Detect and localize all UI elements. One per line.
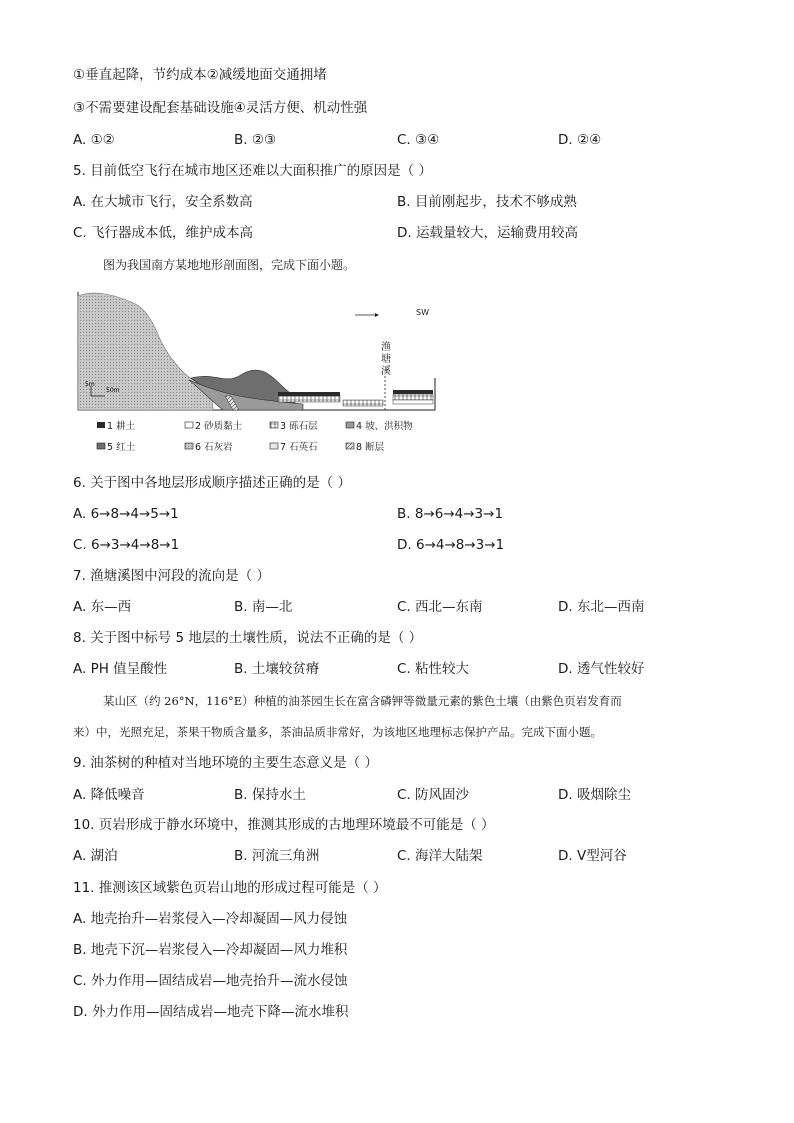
- q4-statement-2: ③不需要建设配套基础设施④灵活方便、机动性强: [73, 100, 368, 116]
- q11-option-c: C. 外力作用—固结成岩—地壳抬升—流水侵蚀: [73, 973, 348, 989]
- q8-stem: 8. 关于图中标号 5 地层的土壤性质，说法不正确的是（ ）: [73, 630, 423, 646]
- legend-swatch-6: [185, 443, 193, 449]
- q7-option-a: A. 东—西: [73, 599, 132, 615]
- q5-option-c: C. 飞行器成本低，维护成本高: [73, 225, 254, 241]
- q4-option-d: D. ②④: [558, 132, 602, 148]
- q7-option-c: C. 西北—东南: [397, 599, 483, 615]
- topsoil-band-2: [393, 390, 433, 394]
- q6-option-a: A. 6→8→4→5→1: [73, 506, 179, 522]
- q10-option-c: C. 海洋大陆架: [397, 848, 483, 864]
- q10-option-a: A. 湖泊: [73, 848, 118, 864]
- legend-swatch-5: [97, 443, 105, 449]
- q5-option-a: A. 在大城市飞行，安全系数高: [73, 194, 253, 210]
- legend-swatch-7: [270, 443, 278, 449]
- q4-option-b: B. ②③: [234, 132, 277, 148]
- intro-passage-line-2: 来）中，光照充足，茶果干物质含量多，茶油品质非常好，为该地区地理标志保护产品。完成下面小题。: [73, 725, 602, 739]
- q9-option-b: B. 保持水土: [234, 787, 306, 803]
- scale-horizontal: 50m: [106, 387, 120, 394]
- legend-5: 5 红土: [107, 442, 136, 453]
- legend-8: 8 断层: [356, 442, 385, 453]
- q4-option-a: A. ①②: [73, 132, 115, 148]
- q5-stem: 5. 目前低空飞行在城市地区还难以大面积推广的原因是（ ）: [73, 163, 432, 179]
- q9-option-a: A. 降低噪音: [73, 787, 145, 803]
- q5-option-d: D. 运载量较大，运输费用较高: [397, 225, 578, 241]
- intro-passage-line-1: 某山区（约 26°N，116°E）种植的油茶园生长在富含磷钾等微量元素的紫色土壤（由紫色页岩发育而: [103, 694, 622, 708]
- intro-figure: 图为我国南方某地地形剖面图，完成下面小题。: [103, 258, 356, 272]
- legend-swatch-4: [346, 422, 354, 428]
- q8-option-b: B. 土壤较贫瘠: [234, 661, 320, 677]
- river-label: 渔塘溪: [381, 342, 391, 377]
- q11-option-d: D. 外力作用—固结成岩—地壳下降—流水堆积: [73, 1004, 349, 1020]
- q7-option-b: B. 南—北: [234, 599, 293, 615]
- q6-option-b: B. 8→6→4→3→1: [397, 506, 504, 522]
- q7-option-d: D. 东北—西南: [558, 599, 645, 615]
- legend-7: 7 石英石: [280, 442, 318, 453]
- q9-stem: 9. 油茶树的种植对当地环境的主要生态意义是（ ）: [73, 755, 378, 771]
- q10-stem: 10. 页岩形成于静水环境中，推测其形成的古地理环境最不可能是（ ）: [73, 817, 495, 833]
- legend-swatch-8: [346, 443, 354, 449]
- q11-option-b: B. 地壳下沉—岩浆侵入—冷却凝固—风力堆积: [73, 942, 348, 958]
- q6-option-d: D. 6→4→8→3→1: [397, 537, 505, 553]
- q11-option-a: A. 地壳抬升—岩浆侵入—冷却凝固—风力侵蚀: [73, 911, 348, 927]
- legend-4: 4 坡、洪积物: [356, 421, 413, 432]
- legend-6: 6 石灰岩: [195, 442, 233, 453]
- q10-option-b: B. 河流三角洲: [234, 848, 320, 864]
- direction-label: SW: [416, 308, 429, 317]
- q9-option-c: C. 防风固沙: [397, 787, 470, 803]
- legend-swatch-3: [270, 422, 278, 428]
- scale-vertical: 5m: [85, 381, 95, 388]
- q8-option-c: C. 粘性较大: [397, 661, 470, 677]
- legend-swatch-1: [97, 422, 105, 428]
- q8-option-d: D. 透气性较好: [558, 661, 645, 677]
- legend-3: 3 砾石层: [280, 421, 318, 432]
- gravel-layer-2: [343, 400, 383, 406]
- limestone-mountain: [78, 293, 213, 410]
- clay-band: [393, 400, 433, 404]
- q4-statement-1: ①垂直起降，节约成本②减缓地面交通拥堵: [73, 67, 327, 83]
- q4-option-c: C. ③④: [397, 132, 440, 148]
- topsoil-band: [278, 392, 340, 396]
- q6-option-c: C. 6→3→4→8→1: [73, 537, 180, 553]
- gravel-layer-1: [278, 396, 340, 402]
- q6-stem: 6. 关于图中各地层形成顺序描述正确的是（ ）: [73, 475, 351, 491]
- q10-option-d: D. V型河谷: [558, 848, 627, 864]
- legend-1: 1 耕土: [107, 421, 136, 432]
- q11-stem: 11. 推测该区域紫色页岩山地的形成过程可能是（ ）: [73, 880, 387, 896]
- legend-2: 2 砂质黏土: [195, 421, 243, 432]
- legend-swatch-2: [185, 422, 193, 428]
- q5-option-b: B. 目前刚起步，技术不够成熟: [397, 194, 577, 210]
- q9-option-d: D. 吸烟除尘: [558, 787, 631, 803]
- q7-stem: 7. 渔塘溪图中河段的流向是（ ）: [73, 568, 270, 584]
- q8-option-a: A. PH 值呈酸性: [73, 661, 168, 677]
- gravel-layer-3: [393, 394, 433, 400]
